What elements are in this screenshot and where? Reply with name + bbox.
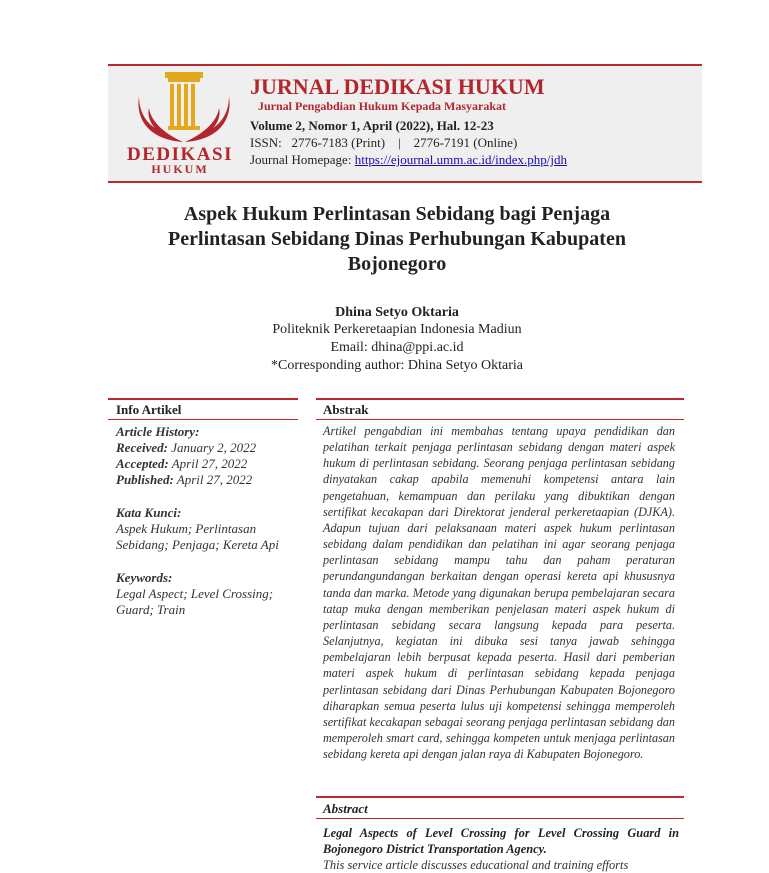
- published-label: Published:: [116, 472, 174, 487]
- received-label: Received:: [116, 440, 168, 455]
- pillar-icon: [165, 72, 203, 130]
- author-affiliation: Politeknik Perkeretaapian Indonesia Madiun: [272, 322, 522, 337]
- logo-word: DEDIKASI: [127, 144, 233, 165]
- accepted-value: April 27, 2022: [168, 456, 248, 471]
- received-value: January 2, 2022: [167, 440, 257, 455]
- logo-word-hukum: HUKUM: [151, 162, 209, 176]
- title-line: Aspek Hukum Perlintasan Sebidang bagi Penjaga: [183, 203, 611, 225]
- history-heading: Article History:: [116, 424, 200, 439]
- published-value: April 27, 2022: [173, 472, 253, 487]
- abstract-heading: Abstract: [323, 801, 368, 816]
- accepted-label: Accepted:: [116, 456, 169, 471]
- article-title: [120, 202, 674, 277]
- abstract-text: This service article discusses educational and training efforts: [323, 858, 629, 872]
- divider: [108, 398, 298, 400]
- info-artikel-heading: Info Artikel: [116, 402, 182, 417]
- homepage-link[interactable]: https://ejournal.umm.ac.id/index.php/jdh: [354, 152, 568, 167]
- title-line: Perlintasan Sebidang Dinas Perhubungan Kabupaten: [168, 228, 626, 250]
- journal-homepage: [250, 152, 567, 168]
- divider: [108, 419, 298, 420]
- title-line: Bojonegoro: [347, 253, 447, 275]
- keywords: [116, 570, 281, 618]
- received-row: [116, 440, 288, 456]
- abstrak-heading: Abstrak: [323, 402, 369, 417]
- journal-issn: ISSN: 2776-7183 (Print) | 2776-7191 (Online): [250, 135, 518, 150]
- kata-kunci-list: Aspek Hukum; Perlintasan Sebidang; Penjaga; Kereta Api: [116, 521, 279, 552]
- article-history: [116, 424, 288, 488]
- author-name: Dhina Setyo Oktaria: [335, 305, 459, 320]
- keywords-list: Legal Aspect; Level Crossing; Guard; Train: [116, 586, 274, 617]
- abstrak-text: Artikel pengabdian ini membahas tentang upaya pendidikan dan pelatihan terkait penjaga perlintasan sebidang dengan materi aspek hukum di perlintasan sebidang. Seorang penjaga perlintasan sebidang dinyatakan cakap apabila memenuhi kompetensi antara lain pengetahuan, kemampuan dan perilaku yang dibuktikan dengan sertifikat kecakapan dari Direktorat jenderal perkeretaapian (DJKA). Adapun tujuan dari pelaksanaan materi aspek hukum perlintasan sebidang dalam pendidikan dan pelatihan ini agar seorang penjaga perlintasan sebidang mampu tahu dan paham peraturan perundangundangan berkaitan dengan operasi kereta api khususnya tanda dan marka. Metode yang digunakan berupa pembelajaran secara tatap muka dengan memberikan penjelasan materi aspek hukum di perlintasan sebidang secara langsung kepada para peserta. Selanjutnya, kegiatan ini dibuka sesi tanya jawab sehingga pembelajaran lebih berpusat kepada peserta. Hasil dari pemberian materi aspek hukum di perlintasan sebidang kepada penjaga perlintasan sebidang dari Dinas Perhubungan Kabupaten Bojonegoro diharapkan semua peserta lulus uji kompetensi sehingga memperoleh sertifikat kecakapan sebagai seorang penjaga perlintasan sebidang dan memperoleh smart card, sehingga kompeten untuk menjaga perlintasan sebidang kereta api dengan jalan raya di Kabupaten Bojonegoro.: [323, 424, 675, 762]
- corresponding-author: *Corresponding author: Dhina Setyo Oktaria: [271, 358, 523, 373]
- homepage-label: Journal Homepage:: [250, 152, 355, 167]
- divider: [316, 818, 684, 819]
- accepted-row: [116, 456, 288, 472]
- published-row: [116, 472, 288, 488]
- journal-subtitle: Jurnal Pengabdian Hukum Kepada Masyarakat: [258, 99, 507, 113]
- author-email: Email: dhina@ppi.ac.id: [330, 340, 464, 355]
- kata-kunci-heading: Kata Kunci:: [116, 505, 182, 520]
- journal-volume: Volume 2, Nomor 1, April (2022), Hal. 12-23: [250, 118, 494, 133]
- abstract-title: Legal Aspects of Level Crossing for Level Crossing Guard in Bojonegoro District Transportation Agency.: [323, 826, 679, 856]
- keywords-heading: Keywords:: [116, 570, 173, 585]
- divider: [316, 796, 684, 798]
- journal-title: JURNAL DEDIKASI HUKUM: [250, 74, 545, 99]
- divider: [316, 398, 684, 400]
- divider: [316, 419, 684, 420]
- kata-kunci: [116, 505, 284, 553]
